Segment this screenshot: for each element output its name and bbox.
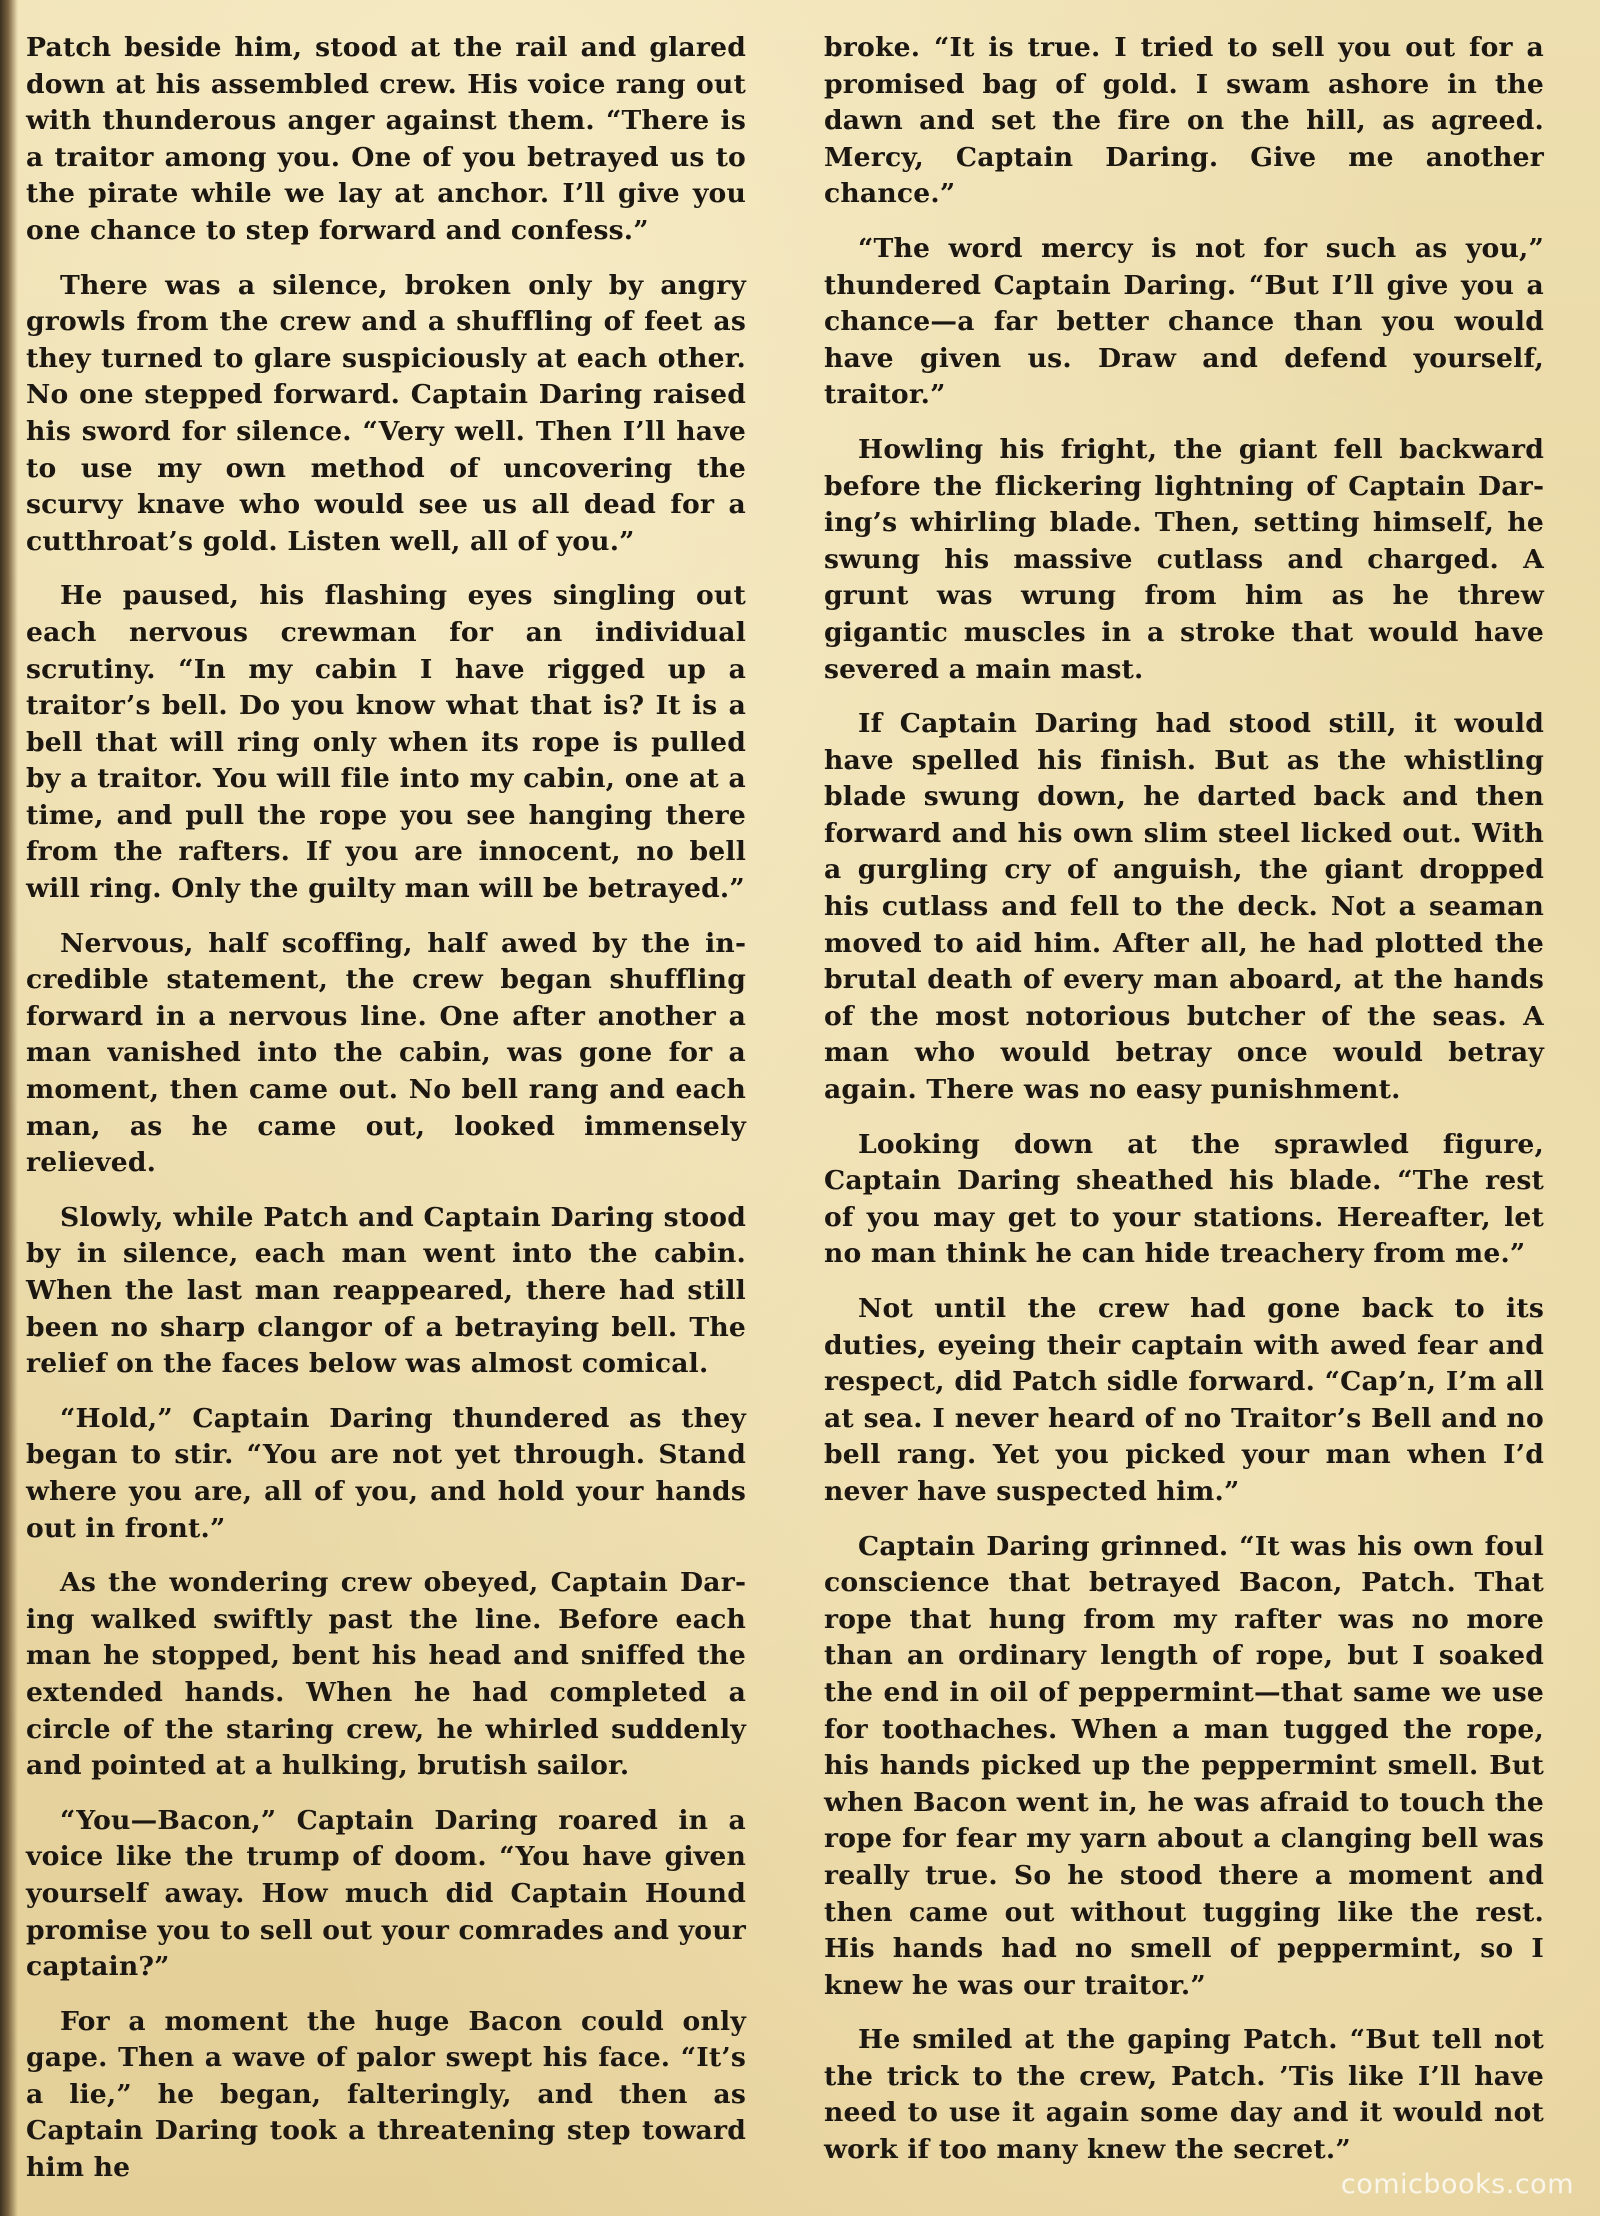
paragraph: “Hold,” Captain Daring thundered as they began to stir. “You are not yet through. Stand where you are, all of you, and hold your hands out in front.” [26, 1402, 746, 1544]
paragraph: If Captain Daring had stood still, it would have spelled his finish. But as the whistling blade swung down, he darted back and then forward and his own slim steel licked out. With a gurgling cry of anguish, the giant dropped his cutlass and fell to the deck. Not a seaman moved to aid him. After all, he had plotted the brutal death of every man aboard, at the hands of the most notorious butcher of the seas. A man who would betray once would betray again. There was no easy punishment. [824, 708, 1544, 1106]
paragraph: “The word mercy is not for such as you,” thundered Captain Daring. “But I’ll give you a chance—a far better chance than you would have given us. Draw and defend yourself, traitor.” [824, 232, 1544, 411]
paragraph: Howling his fright, the giant fell backward before the flickering lightning of Captain Daring’s whirling blade. Then, setting himself, he swung his massive cutlass and charged. A grunt was wrung from him as he threw gigantic muscles in a stroke that would have severed a main mast. [824, 433, 1544, 685]
paragraph: As the wondering crew obeyed, Captain Daring walked swiftly past the line. Before each man he stopped, bent his head and sniffed the extended hands. When he had completed a circle of the staring crew, he whirled suddenly and pointed at a hulking, brutish sailor. [26, 1567, 746, 1782]
paragraph: For a moment the huge Bacon could only gape. Then a wave of palor swept his face. “It’s a lie,” he began, falteringly, and then as Captain Daring took a threatening step toward him he [26, 2005, 746, 2184]
paragraph: broke. “It is true. I tried to sell you out for a promised bag of gold. I swam ashore in the dawn and set the fire on the hill, as agreed. Mercy, Captain Daring. Give me another chance.” [824, 32, 1544, 210]
paragraph: Slowly, while Patch and Captain Daring stood by in silence, each man went into the cabin. When the last man reappeared, there had still been no sharp clangor of a betraying bell. The relief on the faces below was almost comical. [26, 1201, 746, 1380]
site-watermark: comicbooks.com [1340, 2169, 1574, 2200]
page-binding-edge [0, 0, 18, 2216]
paragraph: Not until the crew had gone back to its duties, eyeing their captain with awed fear and respect, did Patch sidle forward. “Cap’n, I’m all at sea. I never heard of no Traitor’s Bell and no bell rang. Yet you picked your man when I’d never have suspected him.” [824, 1293, 1544, 1507]
paragraph: Nervous, half scoffing, half awed by the incredible statement, the crew began shuffling forward in a nervous line. One after another a man vanished into the cabin, was gone for a moment, then came out. No bell rang and each man, as he came out, looked immensely relieved. [26, 927, 746, 1179]
right-text-column [824, 30, 1544, 2205]
paragraph: He smiled at the gaping Patch. “But tell not the trick to the crew, Patch. ’Tis like I’ll have need to use it again some day and it would not work if too many knew the secret.” [824, 2024, 1544, 2166]
paragraph: He paused, his flashing eyes singling out each nervous crewman for an individual scrutiny. “In my cabin I have rigged up a traitor’s bell. Do you know what that is? It is a bell that will ring only when its rope is pulled by a traitor. You will file into my cabin, one at a time, and pull the rope you see hanging there from the rafters. If you are innocent, no bell will ring. Only the guilty man will be betrayed.” [26, 580, 746, 905]
paragraph: There was a silence, broken only by angry growls from the crew and a shuffling of feet as they turned to glare suspiciously at each other. No one stepped forward. Captain Daring raised his sword for silence. “Very well. Then I’ll have to use my own method of uncovering the scurvy knave who would see us all dead for a cutthroat’s gold. Listen well, all of you.” [26, 269, 746, 557]
left-text-column [26, 30, 746, 2205]
paragraph: Looking down at the sprawled figure, Captain Daring sheathed his blade. “The rest of you may get to your stations. Hereafter, let no man think he can hide treachery from me.” [824, 1128, 1544, 1270]
text-columns [26, 30, 1556, 2200]
paragraph: “You—Bacon,” Captain Daring roared in a voice like the trump of doom. “You have given yourself away. How much did Captain Hound promise you to sell out your comrades and your captain?” [26, 1804, 746, 1983]
paragraph: Patch beside him, stood at the rail and glared down at his assembled crew. His voice rang out with thunderous anger against them. “There is a traitor among you. One of you betrayed us to the pirate while we lay at anchor. I’ll give you one chance to step forward and confess.” [26, 32, 746, 246]
paragraph: Captain Daring grinned. “It was his own foul conscience that betrayed Bacon, Patch. That rope that hung from my rafter was no more than an ordinary length of rope, but I soaked the end in oil of peppermint—that same we use for toothaches. When a man tugged the rope, his hands picked up the peppermint smell. But when Bacon went in, he was afraid to touch the rope for fear my yarn about a clanging bell was really true. So he stood there a moment and then came out without tugging like the rest. His hands had no smell of peppermint, so I knew he was our traitor.” [824, 1530, 1544, 2001]
